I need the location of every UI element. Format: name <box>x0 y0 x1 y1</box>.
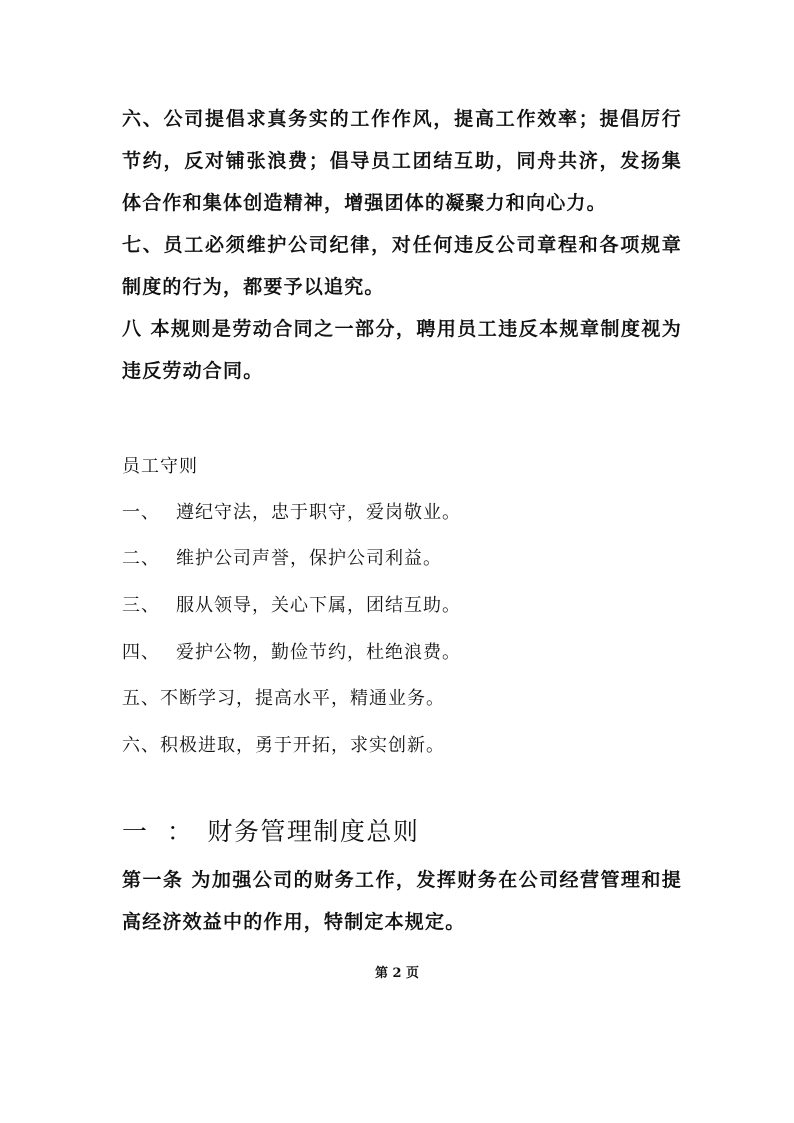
conduct-item-number: 六、 <box>122 735 160 756</box>
rule-paragraph-8: 八 本规则是劳动合同之一部分，聘用员工违反本规章制度视为违反劳动合同。 <box>122 318 682 382</box>
page-number: 第 2 页 <box>374 966 420 981</box>
conduct-item <box>122 499 682 527</box>
conduct-title: 员工守则 <box>122 456 198 477</box>
conduct-item <box>122 685 682 713</box>
conduct-item-number: 五、 <box>122 688 160 709</box>
conduct-item-text: 维护公司声誉，保护公司利益。 <box>176 548 442 569</box>
rule-paragraph-6: 六、公司提倡求真务实的工作作风，提高工作效率；提倡厉行节约，反对铺张浪费；倡导员工团结互助，同舟共济，发扬集体合作和集体创造精神，增强团体的凝聚力和向心力。 <box>122 108 682 214</box>
conduct-item-text: 积极进取，勇于开拓，求实创新。 <box>160 735 445 756</box>
finance-heading <box>122 815 682 849</box>
conduct-item-number: 一、 <box>122 502 160 523</box>
conduct-item-text: 遵纪守法，忠于职守，爱岗敬业。 <box>176 502 461 523</box>
finance-article-1: 第一条 为加强公司的财务工作，发挥财务在公司经营管理和提高经济效益中的作用，特制定本规定。 <box>122 869 682 933</box>
conduct-item-number: 四、 <box>122 642 160 663</box>
finance-heading-number: 一 ： <box>122 817 198 846</box>
conduct-item-number: 三、 <box>122 595 160 616</box>
rule-paragraph-7: 七、员工必须维护公司纪律，对任何违反公司章程和各项规章制度的行为，都要予以追究。 <box>122 234 682 298</box>
conduct-item <box>122 732 682 760</box>
conduct-item-text: 服从领导，关心下属，团结互助。 <box>176 595 461 616</box>
finance-heading-text: 财务管理制度总则 <box>207 817 420 846</box>
conduct-item-number: 二、 <box>122 548 160 569</box>
conduct-item-text: 爱护公物，勤俭节约，杜绝浪费。 <box>176 642 461 663</box>
conduct-item-text: 不断学习，提高水平，精通业务。 <box>160 688 445 709</box>
conduct-item <box>122 592 682 620</box>
conduct-item <box>122 545 682 573</box>
conduct-item <box>122 639 682 667</box>
